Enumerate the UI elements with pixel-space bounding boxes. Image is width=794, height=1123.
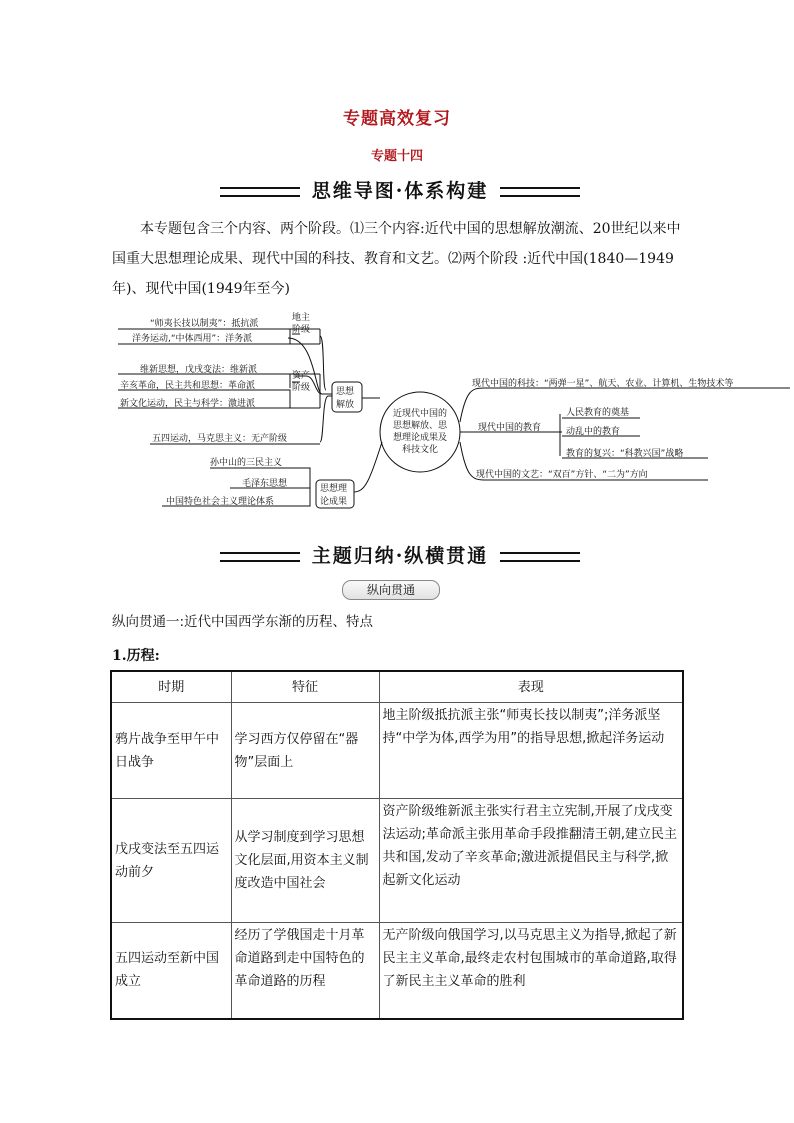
page-title: 专题高效复习 [343,109,451,129]
mm-edu-item-2: 动乱中的教育 [566,427,621,437]
table-header-period: 时期 [111,671,231,703]
table-header-row [111,671,683,703]
mm-center-4: 科技文化 [401,445,439,455]
mm-landlord-item-1: “师夷长技以制夷”：抵抗派 [150,319,259,329]
mm-edu-item-3: 教育的复兴：“科教兴国”战略 [566,449,684,459]
mm-center-3: 想理论成果及 [392,433,448,443]
mm-branch-theory-2: 论成果 [320,497,348,507]
table-cell-period: 鸦片战争至甲午中日战争 [111,703,231,799]
mm-theory-item-3: 中国特色社会主义理论体系 [166,497,275,507]
mm-branch-thought-2: 解放 [336,400,355,410]
mm-stage-landlord-2: 阶级 [292,325,311,335]
tab-vertical-review[interactable]: 纵向贯通 [342,580,440,600]
mm-center-2: 思想解放、思 [392,421,448,431]
table-cell-feature: 从学习制度到学习思想文化层面,用资本主义制度改造中国社会 [231,799,379,923]
mm-tech: 现代中国的科技：“两弹一星”、航天、农业、计算机、生物技术等 [472,379,734,389]
table-row [111,923,683,1019]
table-cell-detail: 无产阶级向俄国学习,以马克思主义为指导,掀起了新民主主义革命,最终走农村包围城市的革命道路,取得了新民主主义革命的胜利 [379,923,683,1019]
subheading: 1.历程: [112,648,160,664]
table-cell-detail: 资产阶级维新派主张实行君主立宪制,开展了戊戌变法运动;革命派主张用革命手段推翻清王朝,建立民主共和国,发动了辛亥革命;激进派提倡民主与科学,掀起新文化运动 [379,799,683,923]
table-header-feature: 特征 [231,671,379,703]
table-cell-feature: 学习西方仅停留在“器物”层面上 [231,703,379,799]
mindmap-banner-text: 思维导图·体系构建 [300,180,501,202]
table-cell-detail: 地主阶级抵抗派主张“师夷长技以制夷”;洋务派坚持“中学为体,西学为用”的指导思想,掀起洋务运动 [379,703,683,799]
summary-banner-text: 主题归纳·纵横贯通 [300,545,501,567]
table-cell-period: 五四运动至新中国成立 [111,923,231,1019]
mm-landlord-item-2: 洋务运动,“中体西用”：洋务派 [132,334,253,344]
history-table [110,670,684,1020]
intro-paragraph: 本专题包含三个内容、两个阶段。⑴三个内容:近代中国的思想解放潮流、20世纪以来中国重大思想理论成果、现代中国的科技、教育和文艺。⑵两个阶段 :近代中国(1840—1949年)、现代中国(1949年至今) [112,221,681,297]
mindmap-banner [220,178,580,206]
mm-edu-label: 现代中国的教育 [478,423,542,433]
mm-stage-landlord-1: 地主 [292,313,311,323]
mm-theory-item-2: 毛泽东思想 [242,479,288,489]
table-header-detail: 表现 [379,671,683,703]
mm-stage-bourgeois-1: 资产 [292,371,311,381]
page-subtitle: 专题十四 [370,149,423,164]
mm-bourgeois-item-1: 维新思想，戊戌变法：维新派 [140,365,258,375]
mm-center-1: 近现代中国的 [392,409,448,419]
mm-branch-theory-1: 思想理 [320,484,348,494]
mm-theory-item-1: 孙中山的三民主义 [210,458,283,468]
table-cell-feature: 经历了学俄国走十月革命道路到走中国特色的革命道路的历程 [231,923,379,1019]
mm-edu-item-1: 人民教育的奠基 [566,408,630,418]
mm-stage-bourgeois-2: 阶级 [292,383,311,393]
table-row [111,703,683,799]
mm-branch-thought-1: 思想 [336,387,355,397]
table-row [111,799,683,923]
mm-arts: 现代中国的文艺：“双百”方针、“二为”方向 [476,470,648,480]
mind-map [110,310,794,520]
mm-bourgeois-item-3: 新文化运动，民主与科学：激进派 [120,399,256,409]
mm-bourgeois-item-2: 辛亥革命，民主共和思想：革命派 [120,381,256,391]
section-title: 纵向贯通一:近代中国西学东渐的历程、特点 [112,614,374,630]
mm-proletariat-item: 五四运动，马克思主义：无产阶级 [152,434,288,444]
table-cell-period: 戊戌变法至五四运动前夕 [111,799,231,923]
summary-banner [220,543,580,571]
